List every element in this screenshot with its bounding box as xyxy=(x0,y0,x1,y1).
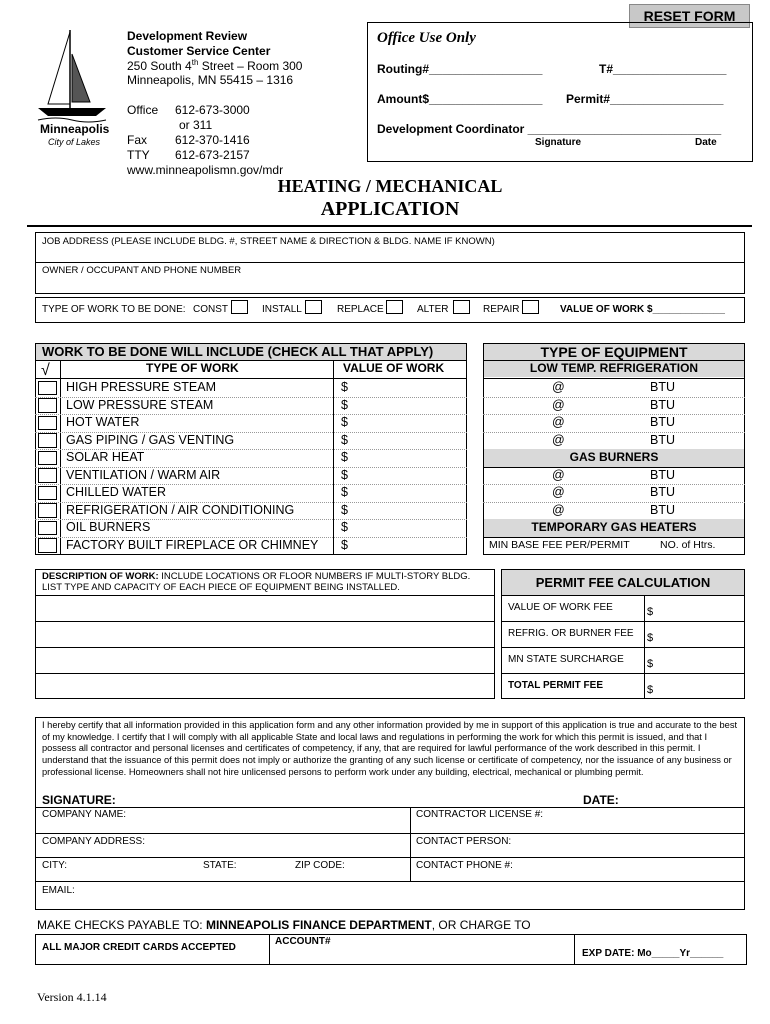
work-row-label: FACTORY BUILT FIREPLACE OR CHIMNEY xyxy=(66,537,319,552)
fax-label: Fax xyxy=(127,133,148,147)
description-label: DESCRIPTION OF WORK: INCLUDE LOCATIONS OR FLOOR NUMBERS IF MULTI-STORY BLDG. LIST TYPE AND CAPACITY OF EACH PIECE OF EQUIPMENT BEING INSTALLED. xyxy=(42,571,471,593)
logo-city-name: Minneapolis xyxy=(40,122,110,136)
work-row-value[interactable]: $ xyxy=(341,467,348,482)
fee-rule-3 xyxy=(501,647,745,648)
work-row-value[interactable]: $ xyxy=(341,520,348,534)
check-symbol: √ xyxy=(41,362,50,379)
work-row-checkbox[interactable] xyxy=(38,451,57,466)
equipment-row-divider xyxy=(483,432,745,433)
refrig-burner-fee-currency[interactable]: $ xyxy=(647,632,654,644)
work-type-repair-label: REPAIR xyxy=(483,304,520,315)
email-field[interactable]: EMAIL: xyxy=(42,885,75,896)
payment-vline-2 xyxy=(574,934,575,965)
fee-vline xyxy=(644,595,645,699)
job-divider xyxy=(35,262,745,263)
btu-at-field[interactable]: @ xyxy=(552,485,565,499)
contractor-license-field[interactable]: CONTRACTOR LICENSE #: xyxy=(416,809,544,820)
btu-unit: BTU xyxy=(650,485,675,499)
work-row-checkbox[interactable] xyxy=(38,433,57,448)
work-row-label: HIGH PRESSURE STEAM xyxy=(66,380,217,394)
work-row-value[interactable]: $ xyxy=(341,485,348,499)
logo-tagline: City of Lakes xyxy=(48,137,101,147)
type-of-work-label: TYPE OF WORK TO BE DONE: xyxy=(42,304,186,315)
contractor-vline xyxy=(410,807,411,881)
sailboat-logo-icon xyxy=(36,26,108,126)
certification-text: I hereby certify that all information provided in this application form and any other information provided by me in support of this application is true and accurate to the best of my knowledge. I certify that I will comply with all applicable State and local laws and regulations in performing the work for which this permit is issued, and that I possess all contractor and personal licenses and certificates of competency, if any, that are required for lawful performance of the work described in this permit. I understand that the issuance of this permit does not imply or authorize the granting of any such license or certificate of competency, nor the issuance of any business or professional license. Homeowners shall not hire unlicensed persons to perform work under any building, electrical, mechanical or plumbing permit. xyxy=(42,720,738,777)
no-of-heaters-label: NO. of Htrs. xyxy=(660,538,716,551)
fee-rule-4 xyxy=(501,673,745,674)
gas-burners-heading: GAS BURNERS xyxy=(569,450,659,464)
office-label: Office xyxy=(127,103,159,117)
work-row-label: HOT WATER xyxy=(66,415,140,429)
website-link[interactable]: www.minneapolismn.gov/mdr xyxy=(127,163,284,177)
min-base-fee-label: MIN BASE FEE PER/PERMIT xyxy=(489,538,630,551)
date-label: DATE: xyxy=(583,793,619,807)
work-row-label: SOLAR HEAT xyxy=(66,450,145,464)
fee-rule-1 xyxy=(501,595,745,596)
permit-fee-title: PERMIT FEE CALCULATION xyxy=(535,575,711,590)
contractor-rule-2 xyxy=(35,857,745,858)
contractor-rule-1 xyxy=(35,833,745,834)
desc-line-1 xyxy=(35,595,495,596)
org-city: Minneapolis, MN 55415 – 1316 xyxy=(127,73,294,87)
routing-field[interactable]: Routing#_________________ xyxy=(377,62,543,76)
desc-line-3 xyxy=(35,647,495,648)
fax-phone: 612-370-1416 xyxy=(175,133,250,147)
btu-at-field[interactable]: @ xyxy=(552,397,565,412)
org-name-line2: Customer Service Center xyxy=(127,44,271,58)
org-name-line1: Development Review xyxy=(127,29,248,43)
equipment-title: TYPE OF EQUIPMENT xyxy=(540,344,688,360)
work-row-checkbox[interactable] xyxy=(38,381,57,396)
form-title-line1: HEATING / MECHANICAL xyxy=(277,176,503,196)
tty-label: TTY xyxy=(127,148,150,162)
coordinator-field[interactable]: Development Coordinator _____________________________ xyxy=(377,122,722,136)
work-row-label: CHILLED WATER xyxy=(66,485,167,499)
work-type-replace-checkbox[interactable] xyxy=(386,300,403,314)
work-row-value[interactable]: $ xyxy=(341,537,348,552)
total-permit-fee-label: TOTAL PERMIT FEE xyxy=(508,680,604,691)
work-table-title: WORK TO BE DONE WILL INCLUDE (CHECK ALL THAT APPLY) xyxy=(42,344,434,359)
work-row-value[interactable]: $ xyxy=(341,450,348,464)
btu-at-field[interactable]: @ xyxy=(552,380,565,394)
value-of-work-fee-currency[interactable]: $ xyxy=(647,606,654,618)
work-row-label: OIL BURNERS xyxy=(66,520,151,534)
btu-at-field[interactable]: @ xyxy=(552,502,565,517)
work-row-checkbox[interactable] xyxy=(38,416,57,431)
work-type-const-checkbox[interactable] xyxy=(231,300,248,314)
work-table-vline-1 xyxy=(60,360,61,555)
btu-at-field[interactable]: @ xyxy=(552,432,565,447)
contact-person-field[interactable]: CONTACT PERSON: xyxy=(416,836,512,847)
total-permit-fee-currency[interactable]: $ xyxy=(647,684,654,696)
office-use-title: Office Use Only xyxy=(377,30,476,46)
equipment-rule-2 xyxy=(483,378,745,379)
value-of-work-fee-label: VALUE OF WORK FEE xyxy=(508,602,613,613)
company-name-field[interactable]: COMPANY NAME: xyxy=(42,809,127,820)
btu-unit: BTU xyxy=(650,432,675,447)
btu-unit: BTU xyxy=(650,380,675,394)
work-row-value[interactable]: $ xyxy=(341,415,348,429)
col-type-of-work: TYPE OF WORK xyxy=(146,361,239,375)
state-surcharge-label: MN STATE SURCHARGE xyxy=(508,654,624,665)
amount-field[interactable]: Amount$_________________ xyxy=(377,92,543,106)
company-address-field[interactable]: COMPANY ADDRESS: xyxy=(42,836,145,847)
work-row-value[interactable]: $ xyxy=(341,397,348,412)
tty-phone: 612-673-2157 xyxy=(175,148,250,162)
equipment-row-divider xyxy=(483,502,745,503)
equipment-row-divider xyxy=(483,397,745,398)
org-street: 250 South 4th Street – Room 300 xyxy=(127,58,303,73)
work-row-value[interactable]: $ xyxy=(341,380,348,394)
version-label: Version 4.1.14 xyxy=(37,990,107,1004)
state-field[interactable]: STATE: xyxy=(203,860,237,871)
state-surcharge-currency[interactable]: $ xyxy=(647,658,654,670)
credit-cards-label: ALL MAJOR CREDIT CARDS ACCEPTED xyxy=(42,942,236,953)
equipment-row-divider xyxy=(483,467,745,468)
owner-label: OWNER / OCCUPANT AND PHONE NUMBER xyxy=(42,265,242,276)
equipment-row-divider xyxy=(483,484,745,485)
equipment-row-divider xyxy=(483,414,745,415)
minneapolis-logo xyxy=(36,26,108,146)
desc-line-4 xyxy=(35,673,495,674)
work-row-value[interactable]: $ xyxy=(341,502,348,517)
work-row-checkbox[interactable] xyxy=(38,538,57,553)
work-table-rule-2 xyxy=(35,378,467,379)
signature-label: SIGNATURE: xyxy=(42,793,116,807)
refrig-burner-fee-label: REFRIG. OR BURNER FEE xyxy=(508,628,634,639)
work-type-repair-checkbox[interactable] xyxy=(522,300,539,314)
desc-line-2 xyxy=(35,621,495,622)
work-row-label: LOW PRESSURE STEAM xyxy=(66,397,214,412)
work-type-install-checkbox[interactable] xyxy=(305,300,322,314)
col-value-of-work: VALUE OF WORK xyxy=(343,361,445,375)
office-phone-alt: or 311 xyxy=(179,118,213,132)
work-row-label: REFRIGERATION / AIR CONDITIONING xyxy=(66,502,295,517)
account-number-field[interactable]: ACCOUNT# xyxy=(275,936,331,947)
work-row-value[interactable]: $ xyxy=(341,432,348,447)
signature-caption: Signature xyxy=(535,137,582,148)
payment-vline-1 xyxy=(269,934,270,965)
zip-code-field[interactable]: ZIP CODE: xyxy=(295,860,345,871)
btu-at-field[interactable]: @ xyxy=(552,415,565,429)
job-address-label: JOB ADDRESS (PLEASE INCLUDE BLDG. #, STREET NAME & DIRECTION & BLDG. NAME IF KNOWN) xyxy=(42,236,495,247)
work-row-checkbox[interactable] xyxy=(38,468,57,483)
btu-unit: BTU xyxy=(650,467,675,482)
contact-phone-field[interactable]: CONTACT PHONE #: xyxy=(416,860,513,871)
btu-unit: BTU xyxy=(650,502,675,517)
value-of-work-field[interactable]: VALUE OF WORK $_____________ xyxy=(560,304,725,315)
work-row-checkbox[interactable] xyxy=(38,521,57,536)
fee-rule-2 xyxy=(501,621,745,622)
office-phone: 612-673-3000 xyxy=(175,103,250,117)
work-type-alter-checkbox[interactable] xyxy=(453,300,470,314)
work-table-vline-2 xyxy=(333,360,334,555)
work-type-replace-label: REPLACE xyxy=(337,304,384,315)
checks-payable-text: MAKE CHECKS PAYABLE TO: MINNEAPOLIS FINANCE DEPARTMENT, OR CHARGE TO xyxy=(37,918,531,932)
refrigeration-heading: LOW TEMP. REFRIGERATION xyxy=(529,361,699,375)
equipment-row-divider xyxy=(483,537,745,538)
reset-form-button[interactable]: RESET FORM xyxy=(629,4,750,28)
city-field[interactable]: CITY: xyxy=(42,860,68,871)
temporary-gas-heaters-heading: TEMPORARY GAS HEATERS xyxy=(531,520,697,534)
contractor-rule-3 xyxy=(35,881,745,882)
work-row-checkbox[interactable] xyxy=(38,486,57,501)
work-row-checkbox[interactable] xyxy=(38,398,57,413)
btu-at-field[interactable]: @ xyxy=(552,467,565,482)
signature-rule xyxy=(35,807,745,808)
btu-unit: BTU xyxy=(650,397,675,412)
exp-date-field[interactable]: EXP DATE: Mo_____Yr______ xyxy=(582,948,724,959)
date-caption: Date xyxy=(695,137,717,148)
permit-field[interactable]: Permit#_________________ xyxy=(566,92,724,106)
btu-unit: BTU xyxy=(650,415,675,429)
work-type-const-label: CONST xyxy=(193,304,228,315)
work-type-install-label: INSTALL xyxy=(262,304,302,315)
work-row-label: GAS PIPING / GAS VENTING xyxy=(66,432,235,447)
title-divider xyxy=(27,225,752,227)
work-row-checkbox[interactable] xyxy=(38,503,57,518)
form-title-line2: APPLICATION xyxy=(320,198,460,220)
t-number-field[interactable]: T#_________________ xyxy=(599,62,727,76)
work-type-alter-label: ALTER xyxy=(417,304,449,315)
work-row-label: VENTILATION / WARM AIR xyxy=(66,467,221,482)
